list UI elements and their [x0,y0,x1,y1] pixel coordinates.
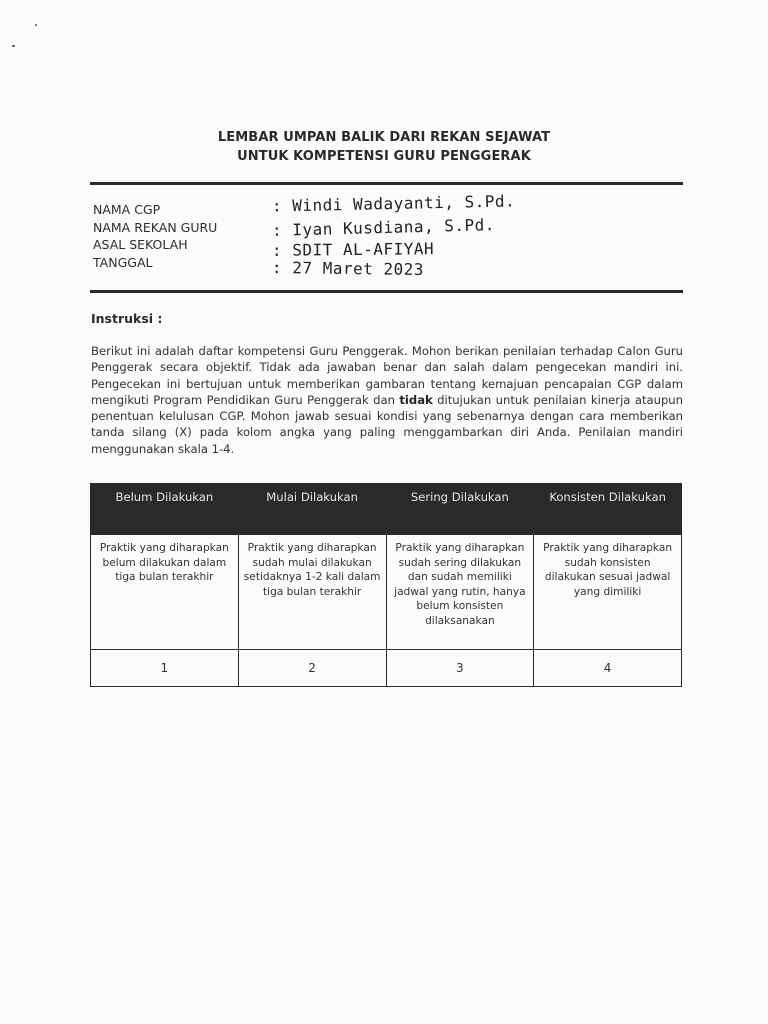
label-tanggal: TANGGAL [93,254,153,270]
scale-score-row [91,650,682,687]
score-cell-2[interactable]: 2 [238,650,386,687]
label-nama-rekan-guru: NAMA REKAN GURU [93,219,218,235]
scan-speck [35,24,37,26]
handwritten-tanggal: : 27 Maret 2023 [271,257,425,280]
scale-header-row [91,484,682,535]
header-sering-dilakukan: Sering Dilakukan [386,484,534,535]
score-cell-1[interactable]: 1 [91,650,239,687]
scale-table [90,483,682,687]
scan-speck [12,45,15,47]
description-2: Praktik yang diharapkan sudah mulai dilakukan setidaknya 1-2 kali dalam tiga bulan terakhir [238,535,386,650]
instructions-text-part-1: Berikut ini adalah daftar kompetensi Guru Penggerak. Mohon berikan penilaian terhadap Calon Guru Penggerak secara objektif. Tidak ada jawaban benar dan salah dalam pengecekan mandiri ini. Pengecekan ini bertujuan untuk memberikan gambaran tentang kemajuan pencapaian CGP dalam mengikuti Program Pendidikan Guru Penggerak dan [91,344,683,407]
top-divider [90,182,683,185]
header-konsisten-dilakukan: Konsisten Dilakukan [534,484,682,535]
handwritten-asal-sekolah: : SDIT AL-AFIYAH [271,239,435,260]
scale-description-row [91,535,682,650]
handwritten-nama-rekan-guru: : Iyan Kusdiana, S.Pd. [271,215,496,240]
instructions-bold-word: tidak [399,392,433,407]
label-nama-cgp: NAMA CGP [93,202,161,217]
title-line-2: UNTUK KOMPETENSI GURU PENGGERAK [237,149,531,164]
score-cell-4[interactable]: 4 [534,650,682,687]
instructions-text-part-2: ditujukan untuk penilaian kinerja ataupun penentuan kelulusan CGP. Mohon jawab sesuai kondisi yang sebenarnya dengan cara memberikan tanda silang (X) pada kolom angka yang paling menggambarkan diri Anda. Penilaian mandiri menggunakan skala 1-4. [91,392,684,456]
label-asal-sekolah: ASAL SEKOLAH [93,237,188,252]
header-belum-dilakukan: Belum Dilakukan [91,484,239,535]
description-4: Praktik yang diharapkan sudah konsisten dilakukan sesuai jadwal yang dimiliki [534,535,682,650]
instructions-label: Instruksi : [91,311,163,326]
description-3: Praktik yang diharapkan sudah sering dilakukan dan sudah memiliki jadwal yang rutin, hanya belum konsisten dilaksanakan [386,535,534,650]
identity-labels [93,201,217,271]
bottom-divider [90,290,683,293]
header-mulai-dilakukan: Mulai Dilakukan [238,484,386,535]
description-1: Praktik yang diharapkan belum dilakukan dalam tiga bulan terakhir [91,535,239,650]
document-title [0,128,768,166]
instructions-text [91,343,683,457]
title-line-1: LEMBAR UMPAN BALIK DARI REKAN SEJAWAT [217,130,551,145]
score-cell-3[interactable]: 3 [386,650,534,687]
handwritten-nama-cgp: : Windi Wadayanti, S.Pd. [271,191,516,216]
